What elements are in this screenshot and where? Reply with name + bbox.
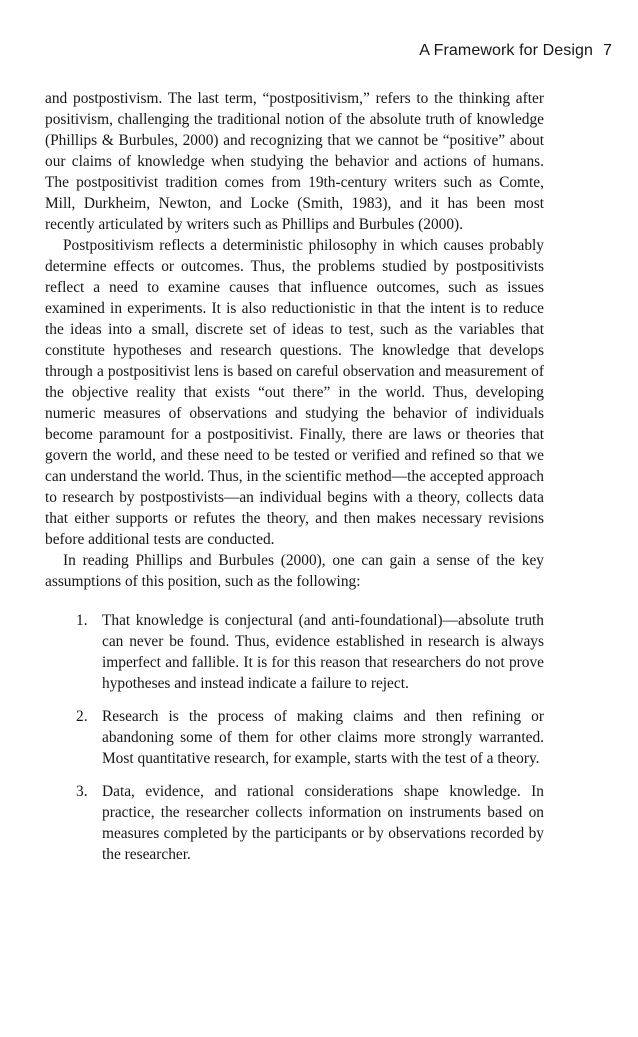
paragraph: Postpositivism reflects a deterministic philosophy in which causes probably determine effects or outcomes. Thus, the problems studied by postpositivists reflect a need to examine causes that influence outcomes, such as issues examined in experiments. It is also reductionistic in that the intent is to reduce the ideas into a small, discrete set of ideas to test, such as the variables that constitute hypotheses and research questions. The knowledge that develops through a postpositivist lens is based on careful observation and measurement of the objective reality that exists “out there” in the world. Thus, developing numeric measures of observations and studying the behavior of individuals become paramount for a postpositivist. Finally, there are laws or theories that govern the world, and these need to be tested or verified and refined so that we can understand the world. Thus, in the scientific method—the accepted approach to research by postpostivists—an individual begins with a theory, collects data that either supports or refutes the theory, and then makes necessary revisions before additional tests are conducted.: [45, 237, 544, 548]
chapter-title: A Framework for Design: [419, 42, 593, 59]
list-item: [45, 781, 544, 865]
list-item-number: 1.: [76, 612, 88, 629]
list-item-number: 3.: [76, 783, 88, 800]
list-item-text: Data, evidence, and rational considerations shape knowledge. In practice, the researcher collects information on instruments based on measures completed by the participants or by observations recorded by the researcher.: [102, 783, 544, 863]
paragraph: and postpostivism. The last term, “postpositivism,” refers to the thinking after positivism, challenging the traditional notion of the absolute truth of knowledge (Phillips & Burbules, 2000) and recognizing that we cannot be “positive” about our claims of knowledge when studying the behavior and actions of humans. The postpositivist tradition comes from 19th-century writers such as Comte, Mill, Durkheim, Newton, and Locke (Smith, 1983), and it has been most recently articulated by writers such as Phillips and Burbules (2000).: [45, 90, 544, 233]
list-item: [45, 706, 544, 769]
list-item-text: Research is the process of making claims and then refining or abandoning some of them for other claims more strongly warranted. Most quantitative research, for example, starts with the test of a theory.: [102, 708, 544, 767]
running-head: [419, 42, 612, 60]
paragraph: In reading Phillips and Burbules (2000), one can gain a sense of the key assumptions of this position, such as the following:: [45, 552, 544, 590]
list-item: [45, 610, 544, 694]
list-item-text: That knowledge is conjectural (and anti-foundational)—absolute truth can never be found. Thus, evidence established in research is always imperfect and fallible. It is for this reason that researchers do not prove hypotheses and instead indicate a failure to reject.: [102, 612, 544, 692]
body-text: [45, 88, 544, 877]
page-number: 7: [603, 42, 612, 59]
list-item-number: 2.: [76, 708, 88, 725]
assumptions-list: [45, 610, 544, 865]
